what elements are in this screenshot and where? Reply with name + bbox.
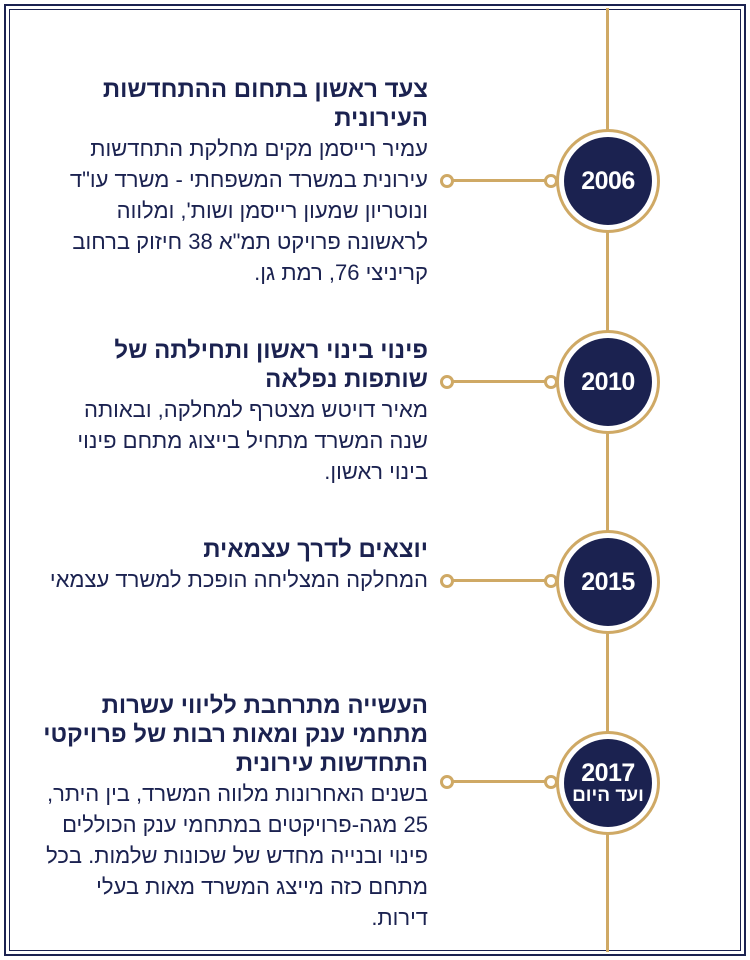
timeline-node-2006 <box>556 129 660 233</box>
year-label: 2015 <box>581 568 635 596</box>
event-title: צעד ראשון בתחום ההתחדשות העירונית <box>102 76 428 132</box>
event-description: מאיר דויטש מצטרף למחלקה, ובאותה שנה המשרד מתחיל בייצוג מתחם פינוי בינוי ראשון. <box>77 397 428 484</box>
timeline-event-2010 <box>40 336 428 487</box>
event-description: בשנים האחרונות מלווה המשרד, בין היתר, 25 מגה-פרויקטים במתחמי ענק הכוללים פינוי ובנייה מחדש של שכונות שלמות. בכל מתחם כזה מייצג המשרד מאות בעלי דירות. <box>46 781 428 930</box>
year-sublabel: ועד היום <box>572 785 644 806</box>
event-title: יוצאים לדרך עצמאית <box>203 536 428 563</box>
timeline-node-2017 <box>556 731 660 835</box>
timeline-event-2006 <box>40 75 428 288</box>
year-label: 2010 <box>581 368 635 396</box>
timeline-connector <box>444 780 554 783</box>
event-title: העשייה מתרחבת לליווי עשרות מתחמי ענק ומאות רבות של פרויקטי התחדשות עירונית <box>43 692 428 777</box>
event-description: עמיר רייסמן מקים מחלקת התחדשות עירונית במשרד המשפחתי - משרד עו"ד ונוטריון שמעון רייסמן ושות', ומלווה לראשונה פרויקט תמ"א 38 חיזוק ברחוב קריניצי 76, רמת גן. <box>69 136 428 285</box>
year-label: 2006 <box>581 167 635 195</box>
event-description: המחלקה המצליחה הופכת למשרד עצמאי <box>49 567 428 592</box>
connector-dot <box>440 574 454 588</box>
timeline-connector <box>444 380 554 383</box>
event-title: פינוי בינוי ראשון ותחילתה של שותפות נפלאה <box>114 337 428 393</box>
timeline-connector <box>444 579 554 582</box>
year-label: 2017 <box>581 759 635 787</box>
timeline-event-2015 <box>40 535 428 595</box>
connector-dot <box>440 775 454 789</box>
connector-dot <box>440 174 454 188</box>
timeline-event-2017 <box>40 691 428 933</box>
timeline-connector <box>444 179 554 182</box>
connector-dot <box>440 375 454 389</box>
timeline-node-2010 <box>556 330 660 434</box>
timeline-node-2015 <box>556 530 660 634</box>
